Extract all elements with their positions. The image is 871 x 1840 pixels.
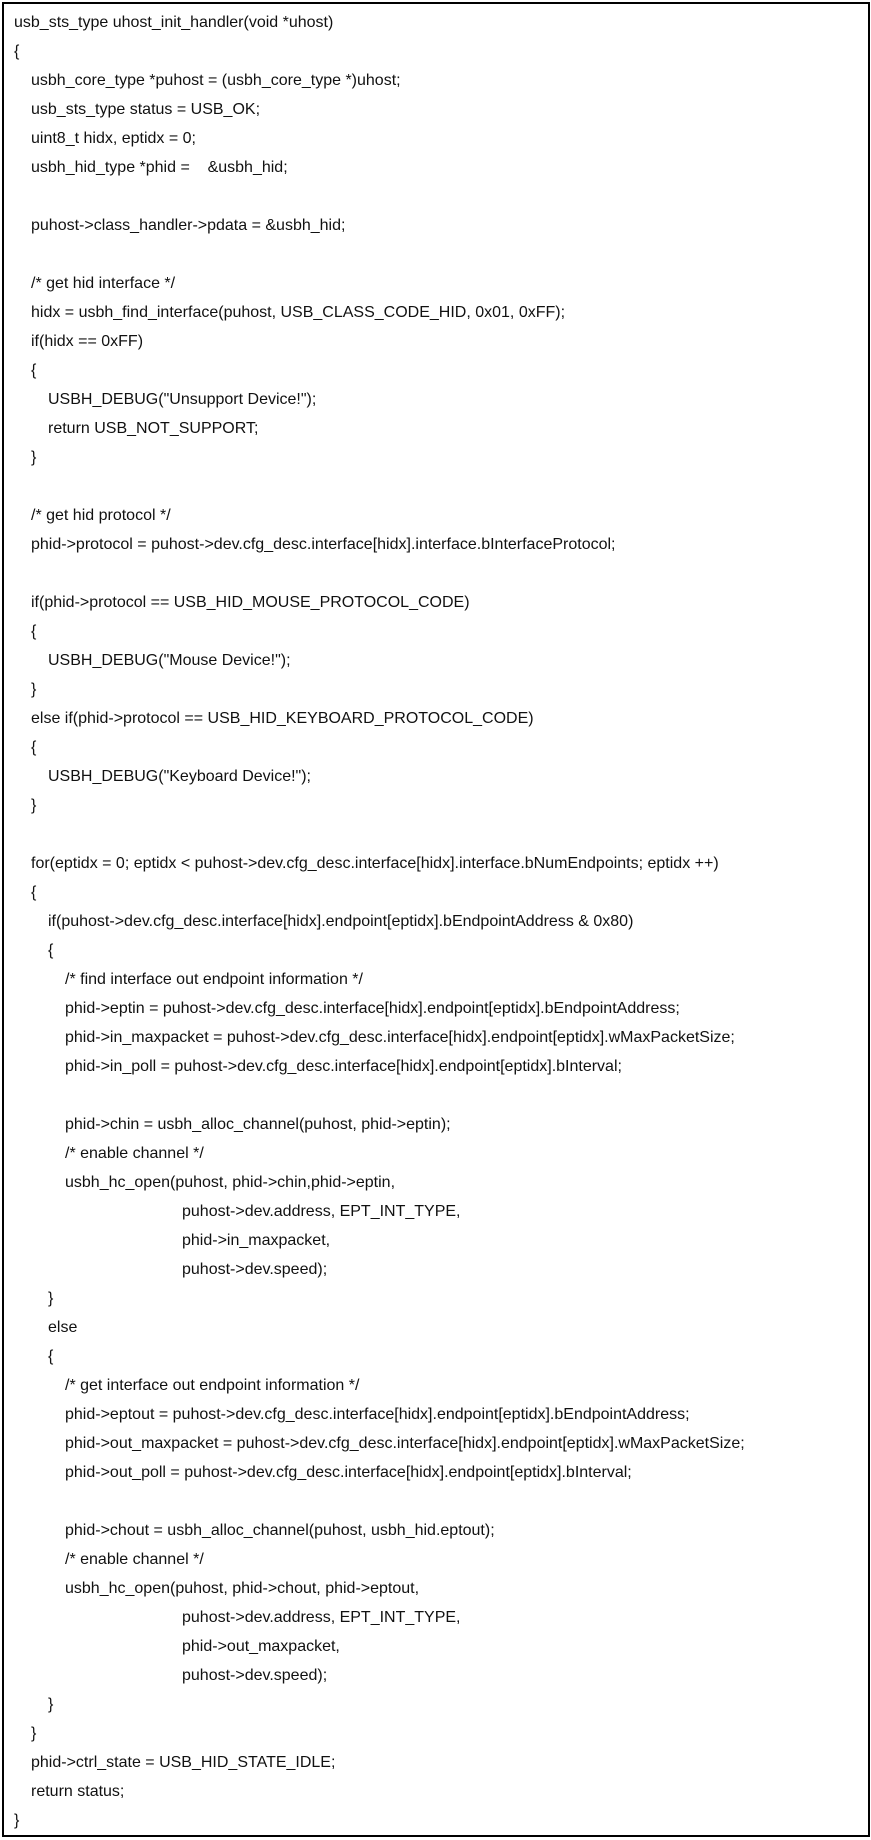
code-line: phid->eptout = puhost->dev.cfg_desc.interface[hidx].endpoint[eptidx].bEndpointAddress; xyxy=(65,1406,690,1423)
code-block xyxy=(14,8,868,1835)
code-line: phid->in_maxpacket = puhost->dev.cfg_desc.interface[hidx].endpoint[eptidx].wMaxPacketSize; xyxy=(65,1029,735,1046)
code-line: USBH_DEBUG("Mouse Device!"); xyxy=(48,652,291,669)
code-line: /* enable channel */ xyxy=(65,1145,204,1162)
code-line: /* get hid protocol */ xyxy=(31,507,171,524)
code-line: USBH_DEBUG("Keyboard Device!"); xyxy=(48,768,311,785)
code-line: phid->in_poll = puhost->dev.cfg_desc.interface[hidx].endpoint[eptidx].bInterval; xyxy=(65,1058,622,1075)
code-line: return status; xyxy=(31,1783,125,1800)
code-line: return USB_NOT_SUPPORT; xyxy=(48,420,259,437)
code-line: else xyxy=(48,1319,78,1336)
code-line: usb_sts_type status = USB_OK; xyxy=(31,101,261,118)
code-line: phid->protocol = puhost->dev.cfg_desc.interface[hidx].interface.bInterfaceProtocol; xyxy=(31,536,616,553)
code-line: { xyxy=(31,623,37,640)
code-line: } xyxy=(31,681,37,698)
code-line: else if(phid->protocol == USB_HID_KEYBOARD_PROTOCOL_CODE) xyxy=(31,710,534,727)
code-line: { xyxy=(31,362,37,379)
code-line: /* find interface out endpoint information */ xyxy=(65,971,363,988)
code-line: uint8_t hidx, eptidx = 0; xyxy=(31,130,196,147)
code-line: /* get interface out endpoint information */ xyxy=(65,1377,360,1394)
blank-code-line xyxy=(14,1081,868,1110)
code-line: phid->eptin = puhost->dev.cfg_desc.interface[hidx].endpoint[eptidx].bEndpointAddress; xyxy=(65,1000,680,1017)
blank-code-line xyxy=(14,182,868,211)
code-line: } xyxy=(31,1725,37,1742)
code-line: { xyxy=(14,43,20,60)
code-line: phid->out_maxpacket, xyxy=(182,1638,340,1655)
code-line: } xyxy=(31,797,37,814)
blank-code-line xyxy=(14,1487,868,1516)
code-line: puhost->dev.address, EPT_INT_TYPE, xyxy=(182,1609,461,1626)
code-line: usb_sts_type uhost_init_handler(void *uhost) xyxy=(14,14,334,31)
code-line: } xyxy=(48,1290,54,1307)
code-line: /* get hid interface */ xyxy=(31,275,176,292)
code-line: usbh_hc_open(puhost, phid->chout, phid->eptout, xyxy=(65,1580,420,1597)
code-line: phid->out_maxpacket = puhost->dev.cfg_desc.interface[hidx].endpoint[eptidx].wMaxPacketSize; xyxy=(65,1435,745,1452)
code-line: usbh_core_type *puhost = (usbh_core_type *)uhost; xyxy=(31,72,401,89)
code-line: if(hidx == 0xFF) xyxy=(31,333,144,350)
code-line: /* enable channel */ xyxy=(65,1551,204,1568)
code-line: } xyxy=(31,449,37,466)
code-line: { xyxy=(48,942,54,959)
blank-code-line xyxy=(14,820,868,849)
code-line: if(phid->protocol == USB_HID_MOUSE_PROTOCOL_CODE) xyxy=(31,594,470,611)
blank-code-line xyxy=(14,240,868,269)
code-line: puhost->dev.address, EPT_INT_TYPE, xyxy=(182,1203,461,1220)
code-line: puhost->dev.speed); xyxy=(182,1667,328,1684)
code-line: } xyxy=(14,1812,20,1829)
code-line: } xyxy=(48,1696,54,1713)
code-line: phid->ctrl_state = USB_HID_STATE_IDLE; xyxy=(31,1754,336,1771)
code-listing-box xyxy=(2,2,870,1837)
code-line: phid->chin = usbh_alloc_channel(puhost, phid->eptin); xyxy=(65,1116,451,1133)
code-line: usbh_hid_type *phid = &usbh_hid; xyxy=(31,159,288,176)
code-line: puhost->dev.speed); xyxy=(182,1261,328,1278)
blank-code-line xyxy=(14,472,868,501)
blank-code-line xyxy=(14,559,868,588)
code-line: for(eptidx = 0; eptidx < puhost->dev.cfg_desc.interface[hidx].interface.bNumEndpoints; eptidx ++) xyxy=(31,855,719,872)
code-line: if(puhost->dev.cfg_desc.interface[hidx].endpoint[eptidx].bEndpointAddress & 0x80) xyxy=(48,913,634,930)
code-line: usbh_hc_open(puhost, phid->chin,phid->eptin, xyxy=(65,1174,396,1191)
code-line: USBH_DEBUG("Unsupport Device!"); xyxy=(48,391,317,408)
code-line: phid->out_poll = puhost->dev.cfg_desc.interface[hidx].endpoint[eptidx].bInterval; xyxy=(65,1464,632,1481)
code-line: { xyxy=(31,884,37,901)
code-line: { xyxy=(48,1348,54,1365)
code-line: puhost->class_handler->pdata = &usbh_hid; xyxy=(31,217,346,234)
code-line: phid->chout = usbh_alloc_channel(puhost, usbh_hid.eptout); xyxy=(65,1522,495,1539)
code-line: { xyxy=(31,739,37,756)
code-line: phid->in_maxpacket, xyxy=(182,1232,331,1249)
code-line: hidx = usbh_find_interface(puhost, USB_CLASS_CODE_HID, 0x01, 0xFF); xyxy=(31,304,566,321)
